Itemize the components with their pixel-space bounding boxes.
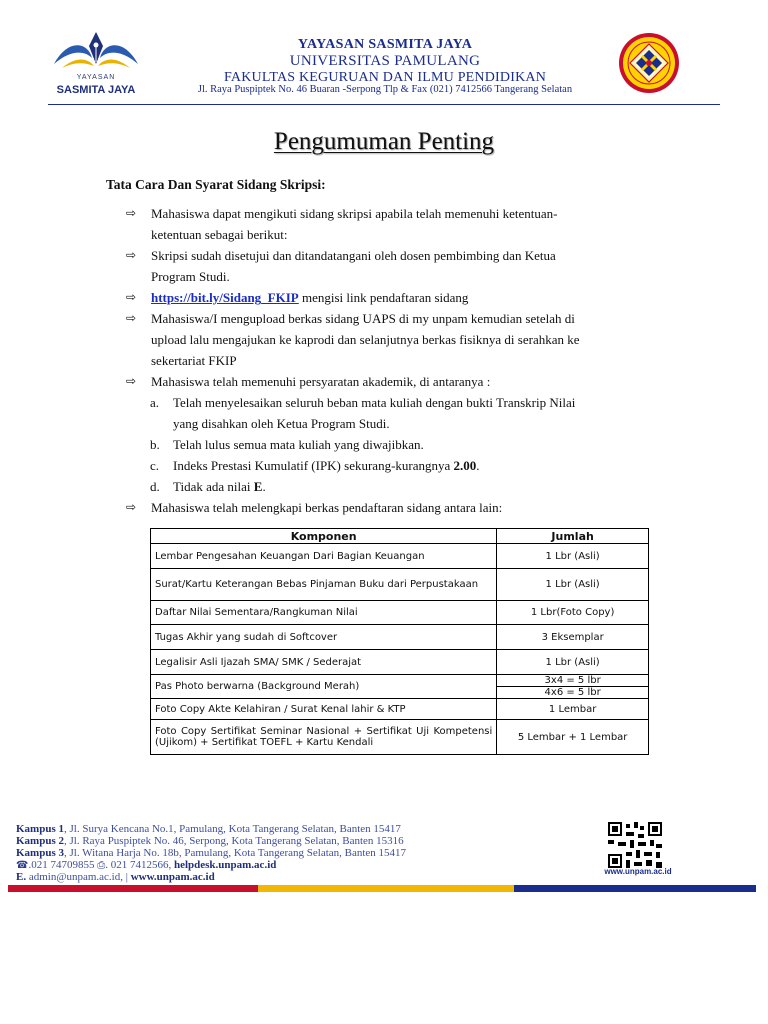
sub-item-text: Tidak ada nilai [173,479,254,494]
header-divider [48,104,720,105]
sub-item [150,392,650,434]
sub-item-text: Indeks Prestasi Kumulatif (IPK) sekurang-kurangnya [173,458,454,473]
table-row [151,569,649,601]
registration-link[interactable]: https://bit.ly/Sidang_FKIP [151,290,299,305]
faculty-name: FAKULTAS KEGURUAN DAN ILMU PENDIDIKAN [223,70,547,85]
list-item [126,245,654,287]
sub-item-text: Telah menyelesaikan seluruh beban mata kuliah dengan bukti Transkrip Nilai [173,395,576,410]
table-cell: 1 Lbr (Asli) [497,650,649,675]
table-cell: 1 Lbr (Asli) [497,569,649,601]
item-text: sekertariat FKIP [151,353,237,368]
table-cell: Foto Copy Sertifikat Seminar Nasional + Sertifikat Uji Kompetensi (Ujikom) + Sertifikat TOEFL + Kartu Kendali [151,720,497,755]
arrow-right-icon: ⇨ [126,290,137,304]
page-title: Pengumuman Penting [273,128,495,155]
table-row [151,601,649,625]
table-cell: Foto Copy Akte Kelahiran / Surat Kenal lahir & KTP [151,699,497,720]
campus-label: Kampus 2 [16,835,64,847]
item-text: mengisi link pendaftaran sidang [298,290,469,305]
table-row [151,720,649,755]
sub-item-letter: a. [150,395,160,410]
header-address: Jl. Raya Puspiptek No. 46 Buaran -Serpong Tlp & Fax (021) 7412566 Tangerang Selatan [197,84,573,95]
campus-address: , Jl. Raya Puspiptek No. 46, Serpong, Kota Tangerang Selatan, Banten 15316 [64,835,404,847]
item-text: Mahasiswa telah melengkapi berkas pendaftaran sidang antara lain: [151,500,503,515]
table-cell: Lembar Pengesahan Keuangan Dari Bagian Keuangan [151,544,497,569]
list-item [126,203,654,245]
table-header-row [151,529,649,544]
logo-small-text: YAYASAN [76,74,116,81]
qr-code-icon [608,822,662,868]
table-cell: Daftar Nilai Sementara/Rangkuman Nilai [151,601,497,625]
table-row [151,544,649,569]
fax-icon: ⎙ [97,860,106,871]
table-cell: Legalisir Asli Ijazah SMA/ SMK / Sederajat [151,650,497,675]
sub-item-text: yang disahkan oleh Ketua Program Studi. [173,416,390,431]
campus-label: Kampus 3 [16,847,64,859]
section-subtitle: Tata Cara Dan Syarat Sidang Skripsi: [106,177,326,192]
sub-item [150,455,650,476]
website-url[interactable]: www.unpam.ac.id [604,867,672,876]
seal-icon [618,32,680,94]
photo-size-2: 4x6 = 5 lbr [544,687,601,698]
table-row [151,625,649,650]
campus-1-address [16,823,401,835]
campus-address: , Jl. Surya Kencana No.1, Pamulang, Kota Tangerang Selatan, Banten 15417 [64,823,401,835]
item-text: upload lalu mengajukan ke kaprodi dan selanjutnya berkas fisiknya di serahkan ke [151,332,580,347]
table-row [151,699,649,720]
period: . [476,458,480,473]
arrow-right-icon: ⇨ [126,248,137,262]
table-cell: Surat/Kartu Keterangan Bebas Pinjaman Buku dari Perpustakaan [151,569,497,601]
arrow-right-icon: ⇨ [126,374,137,388]
table-row [151,675,649,699]
sub-item-letter: b. [150,437,160,452]
table-cell: 5 Lembar + 1 Lembar [497,720,649,755]
email-label: E. [16,871,27,883]
website-link[interactable]: www.unpam.ac.id [130,871,215,883]
foundation-name: YAYASAN SASMITA JAYA [297,37,473,52]
list-item [126,308,654,371]
arrow-right-icon: ⇨ [126,206,137,220]
table-cell: 1 Lbr(Foto Copy) [497,601,649,625]
list-item [126,371,654,392]
table-cell [497,675,649,699]
item-text: Skripsi sudah disetujui dan ditandatangani oleh dosen pembimbing dan Ketua [151,248,556,263]
table-cell: 3 Eksemplar [497,625,649,650]
campus-address: , Jl. Witana Harja No. 18b, Pamulang, Kota Tangerang Selatan, Banten 15417 [64,847,407,859]
pen-nib-emblem-icon [48,28,144,74]
table-row [151,650,649,675]
phone-icon: ☎ [16,860,29,871]
table-cell: Pas Photo berwarna (Background Merah) [151,675,497,699]
footer-stripe-yellow [258,885,514,892]
sub-item [150,476,650,497]
sub-item [150,434,650,455]
campus-3-address [16,847,406,859]
column-header: Jumlah [497,529,649,544]
sub-item-letter: c. [150,458,160,473]
helpdesk-link[interactable]: helpdesk.unpam.ac.id [173,859,277,871]
logo-name: SASMITA JAYA [56,84,136,96]
list-item [126,287,654,308]
table-cell: Tugas Akhir yang sudah di Softcover [151,625,497,650]
list-item [126,497,654,518]
footer-stripe-red [8,885,258,892]
arrow-right-icon: ⇨ [126,500,137,514]
table-cell: 1 Lembar [497,699,649,720]
grade-value: E [253,479,263,494]
footer-stripe-blue [514,885,756,892]
arrow-right-icon: ⇨ [126,311,137,325]
item-text: Mahasiswa telah memenuhi persyaratan akademik, di antaranya : [151,374,491,389]
item-text: Mahasiswa dapat mengikuti sidang skripsi apabila telah memenuhi ketentuan- [151,206,558,221]
campus-label: Kampus 1 [16,823,64,835]
email-address[interactable]: admin@unpam.ac.id, | [26,871,131,883]
photo-size-1: 3x4 = 5 lbr [497,675,648,687]
sub-item-text: Telah lulus semua mata kuliah yang diwajibkan. [173,437,424,452]
university-name: UNIVERSITAS PAMULANG [289,53,481,69]
campus-2-address [16,835,404,847]
sasmita-jaya-logo [48,28,144,98]
period: . [262,479,266,494]
requirements-table [150,528,649,755]
table-cell: 1 Lbr (Asli) [497,544,649,569]
university-seal-logo [618,32,680,94]
column-header: Komponen [151,529,497,544]
phone-number: .021 74709855 [28,859,98,871]
email-line [16,871,215,883]
item-text: Mahasiswa/I mengupload berkas sidang UAPS di my unpam kemudian setelah di [151,311,575,326]
item-text: ketentuan sebagai berikut: [151,227,288,242]
fax-number: . 021 7412566, [105,859,174,871]
item-text: Program Studi. [151,269,230,284]
sub-item-letter: d. [150,479,160,494]
ipk-value: 2.00 [453,458,477,473]
